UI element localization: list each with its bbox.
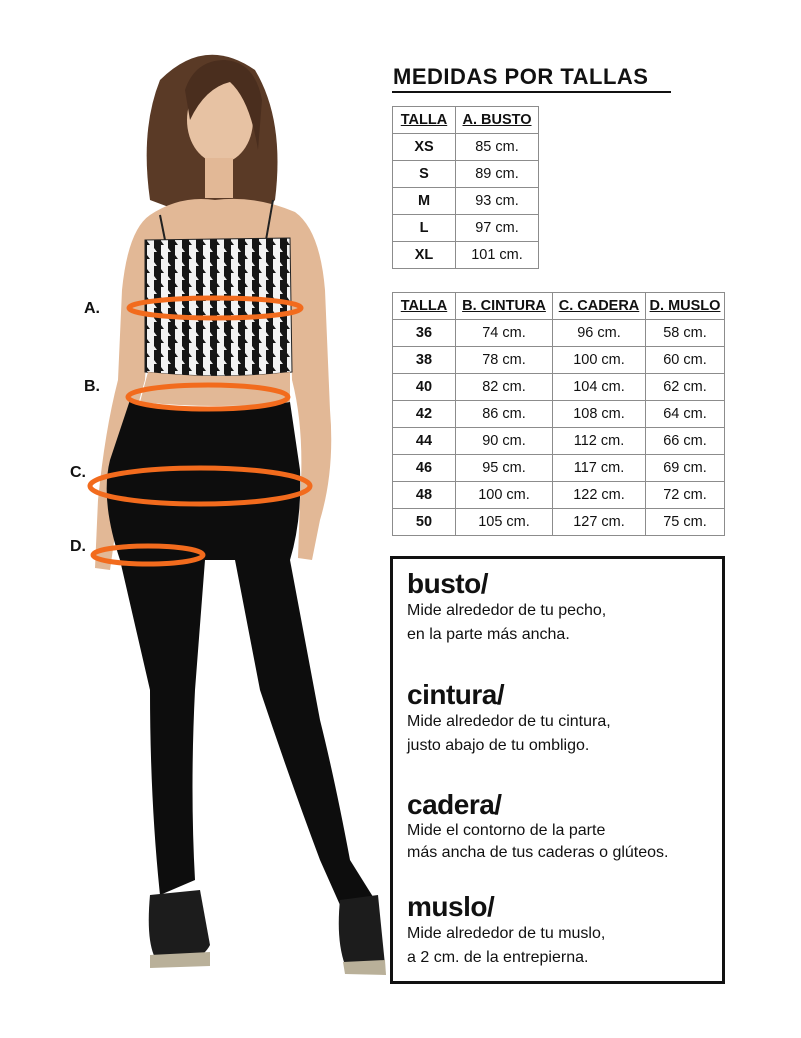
waist-cell: 100 cm. <box>456 482 553 509</box>
thigh-cell: 72 cm. <box>646 482 725 509</box>
size-cell: M <box>393 188 456 215</box>
title-underline <box>392 91 671 93</box>
guide-item-thigh <box>407 892 605 970</box>
waist-cell: 90 cm. <box>456 428 553 455</box>
thigh-cell: 64 cm. <box>646 401 725 428</box>
guide-item-hip <box>407 790 669 864</box>
crop-top-shape <box>145 238 292 376</box>
measure-cell: 97 cm. <box>456 215 539 242</box>
hip-cell: 108 cm. <box>553 401 646 428</box>
guide-term: busto/ <box>407 568 488 599</box>
size-cell: 40 <box>393 374 456 401</box>
guide-line: justo abajo de tu ombligo. <box>407 737 590 754</box>
hip-cell: 127 cm. <box>553 509 646 536</box>
hip-cell: 117 cm. <box>553 455 646 482</box>
table-row <box>393 242 539 269</box>
guide-line: Mide alrededor de tu pecho, <box>407 602 607 619</box>
marker-c-label: C. <box>70 464 86 481</box>
thigh-cell: 69 cm. <box>646 455 725 482</box>
guide-item-bust <box>407 569 606 647</box>
measure-cell: 85 cm. <box>456 134 539 161</box>
column-header: TALLA <box>393 293 456 320</box>
table-row <box>393 161 539 188</box>
measuring-guide-box <box>390 556 725 984</box>
guide-line: Mide el contorno de la parte <box>407 822 606 839</box>
marker-a-label: A. <box>84 300 100 317</box>
size-cell: XS <box>393 134 456 161</box>
column-header: A. BUSTO <box>456 107 539 134</box>
table-row <box>393 347 725 374</box>
guide-line: más ancha de tus caderas o glúteos. <box>407 844 669 861</box>
waist-cell: 105 cm. <box>456 509 553 536</box>
measures-size-table <box>392 292 725 536</box>
column-header: D. MUSLO <box>646 293 725 320</box>
guide-line: a 2 cm. de la entrepierna. <box>407 949 589 966</box>
size-cell: S <box>393 161 456 188</box>
marker-b-label: B. <box>84 378 100 395</box>
marker-d-label: D. <box>70 538 86 555</box>
size-cell: L <box>393 215 456 242</box>
hip-cell: 96 cm. <box>553 320 646 347</box>
column-header: TALLA <box>393 107 456 134</box>
guide-line: Mide alrededor de tu muslo, <box>407 925 606 942</box>
bust-size-table <box>392 106 539 269</box>
size-cell: 44 <box>393 428 456 455</box>
waist-cell: 86 cm. <box>456 401 553 428</box>
waist-cell: 74 cm. <box>456 320 553 347</box>
page-title: MEDIDAS POR TALLAS <box>393 64 649 89</box>
table-header-row <box>393 107 539 134</box>
size-cell: 36 <box>393 320 456 347</box>
size-cell: 48 <box>393 482 456 509</box>
waist-cell: 82 cm. <box>456 374 553 401</box>
thigh-cell: 58 cm. <box>646 320 725 347</box>
table-row <box>393 374 725 401</box>
guide-item-waist <box>407 680 611 758</box>
guide-line: Mide alrededor de tu cintura, <box>407 713 611 730</box>
waist-cell: 78 cm. <box>456 347 553 374</box>
size-cell: 42 <box>393 401 456 428</box>
thigh-cell: 60 cm. <box>646 347 725 374</box>
guide-term: cadera/ <box>407 789 502 820</box>
table-header-row <box>393 293 725 320</box>
right-shoe-shape <box>339 895 385 970</box>
model-figure <box>0 0 390 1033</box>
hip-cell: 122 cm. <box>553 482 646 509</box>
model-illustration <box>0 0 390 1033</box>
hip-cell: 100 cm. <box>553 347 646 374</box>
column-header: B. CINTURA <box>456 293 553 320</box>
column-header: C. CADERA <box>553 293 646 320</box>
hip-cell: 112 cm. <box>553 428 646 455</box>
measure-cell: 93 cm. <box>456 188 539 215</box>
thigh-cell: 66 cm. <box>646 428 725 455</box>
table-row <box>393 320 725 347</box>
size-cell: 46 <box>393 455 456 482</box>
thigh-cell: 62 cm. <box>646 374 725 401</box>
table-row <box>393 188 539 215</box>
size-cell: XL <box>393 242 456 269</box>
size-cell: 38 <box>393 347 456 374</box>
table-row <box>393 428 725 455</box>
table-row <box>393 134 539 161</box>
waist-cell: 95 cm. <box>456 455 553 482</box>
thigh-cell: 75 cm. <box>646 509 725 536</box>
table-row <box>393 215 539 242</box>
measure-cell: 101 cm. <box>456 242 539 269</box>
table-row <box>393 509 725 536</box>
jeans-shape <box>107 400 375 905</box>
table-row <box>393 455 725 482</box>
hip-cell: 104 cm. <box>553 374 646 401</box>
table-row <box>393 401 725 428</box>
guide-term: cintura/ <box>407 679 505 710</box>
guide-term: muslo/ <box>407 891 495 922</box>
guide-line: en la parte más ancha. <box>407 626 570 643</box>
table-row <box>393 482 725 509</box>
size-cell: 50 <box>393 509 456 536</box>
measure-cell: 89 cm. <box>456 161 539 188</box>
